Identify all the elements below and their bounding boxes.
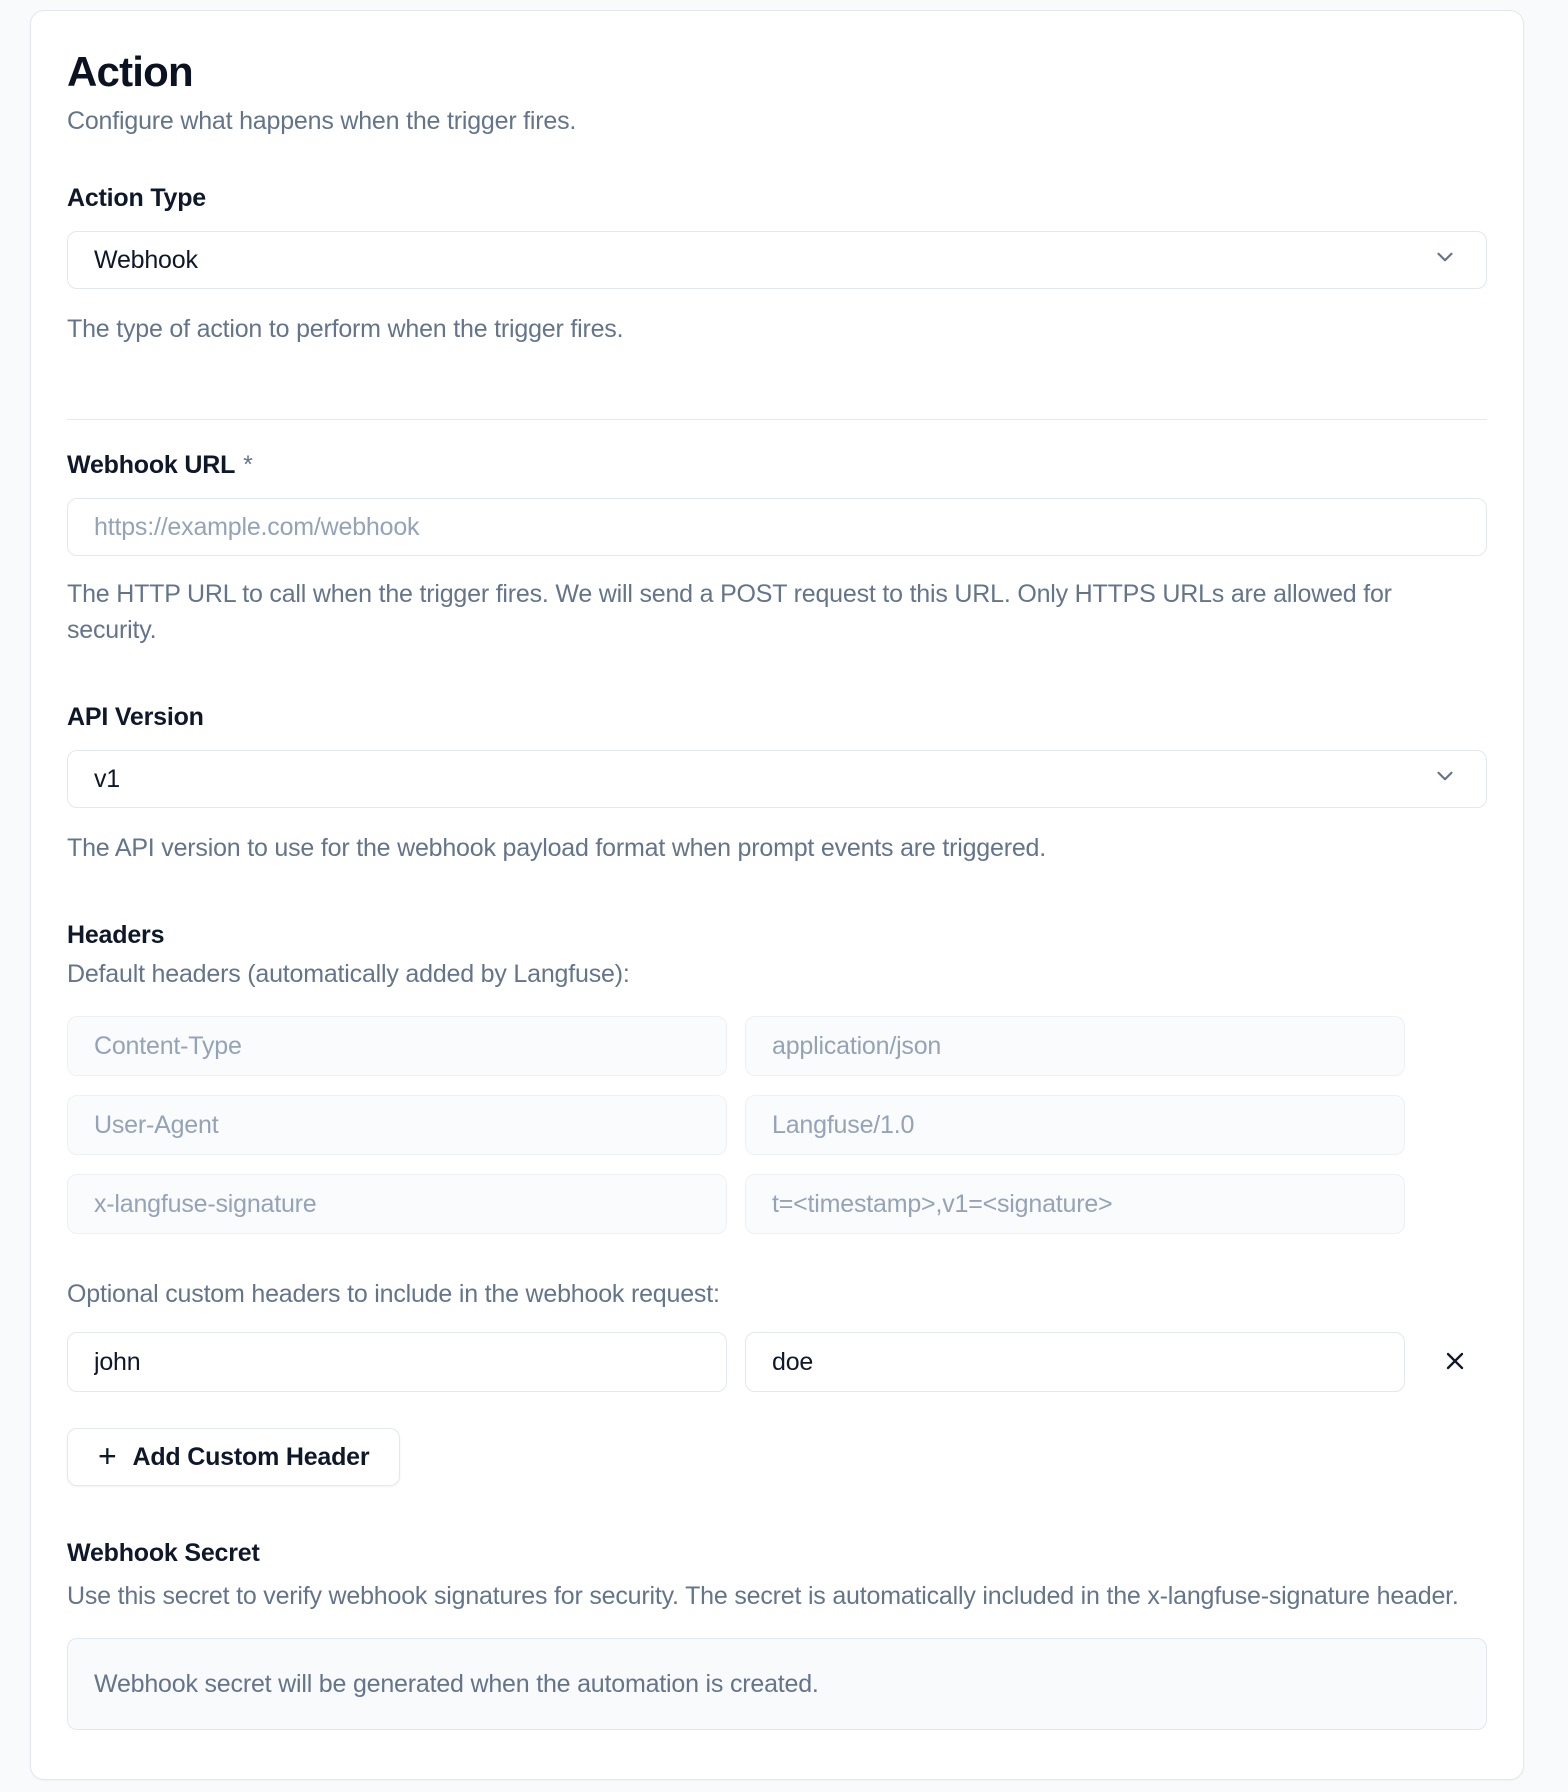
action-type-select[interactable]	[67, 231, 1487, 289]
webhook-secret-pending-box: Webhook secret will be generated when the automation is created.	[67, 1638, 1487, 1730]
headers-label: Headers	[67, 921, 165, 949]
custom-header-row	[67, 1332, 1487, 1392]
default-header-row	[67, 1095, 1487, 1155]
chevron-down-icon	[1432, 763, 1458, 796]
section-divider	[67, 419, 1487, 420]
webhook-url-help: The HTTP URL to call when the trigger fires. We will send a POST request to this URL. Only HTTPS URLs are allowed for security.	[67, 580, 1392, 644]
api-version-help: The API version to use for the webhook payload format when prompt events are triggered.	[67, 834, 1046, 862]
default-header-value-input	[745, 1016, 1405, 1076]
required-asterisk: *	[243, 451, 253, 479]
custom-headers-caption: Optional custom headers to include in the webhook request:	[67, 1280, 720, 1308]
default-header-key-input	[67, 1174, 727, 1234]
action-type-help: The type of action to perform when the trigger fires.	[67, 315, 624, 343]
webhook-secret-label: Webhook Secret	[67, 1539, 260, 1567]
api-version-selected-value: v1	[94, 764, 121, 793]
webhook-secret-description: Use this secret to verify webhook signatures for security. The secret is automatically included in the x-langfuse-signature header.	[67, 1582, 1459, 1610]
chevron-down-icon	[1432, 244, 1458, 277]
webhook-url-input[interactable]	[67, 498, 1487, 556]
add-custom-header-button[interactable]	[67, 1428, 400, 1486]
page-subtitle: Configure what happens when the trigger fires.	[67, 107, 577, 135]
remove-header-button[interactable]	[1423, 1333, 1487, 1391]
page-title: Action	[67, 48, 193, 95]
api-version-select[interactable]	[67, 750, 1487, 808]
custom-header-key-input[interactable]	[67, 1332, 727, 1392]
action-type-selected-value: Webhook	[94, 245, 198, 274]
webhook-url-label-text: Webhook URL	[67, 451, 236, 479]
default-headers-caption: Default headers (automatically added by Langfuse):	[67, 960, 630, 988]
default-header-row	[67, 1016, 1487, 1076]
add-custom-header-label: Add Custom Header	[132, 1442, 370, 1471]
default-header-key-input	[67, 1095, 727, 1155]
custom-header-value-input[interactable]	[745, 1332, 1405, 1392]
default-header-row	[67, 1174, 1487, 1234]
plus-icon: +	[98, 1438, 117, 1474]
default-header-value-input	[745, 1095, 1405, 1155]
action-type-label: Action Type	[67, 184, 207, 212]
action-config-card	[30, 10, 1524, 1780]
api-version-label: API Version	[67, 703, 204, 731]
webhook-url-label	[67, 450, 1487, 480]
default-header-key-input	[67, 1016, 727, 1076]
close-icon	[1441, 1347, 1469, 1378]
default-header-value-input	[745, 1174, 1405, 1234]
